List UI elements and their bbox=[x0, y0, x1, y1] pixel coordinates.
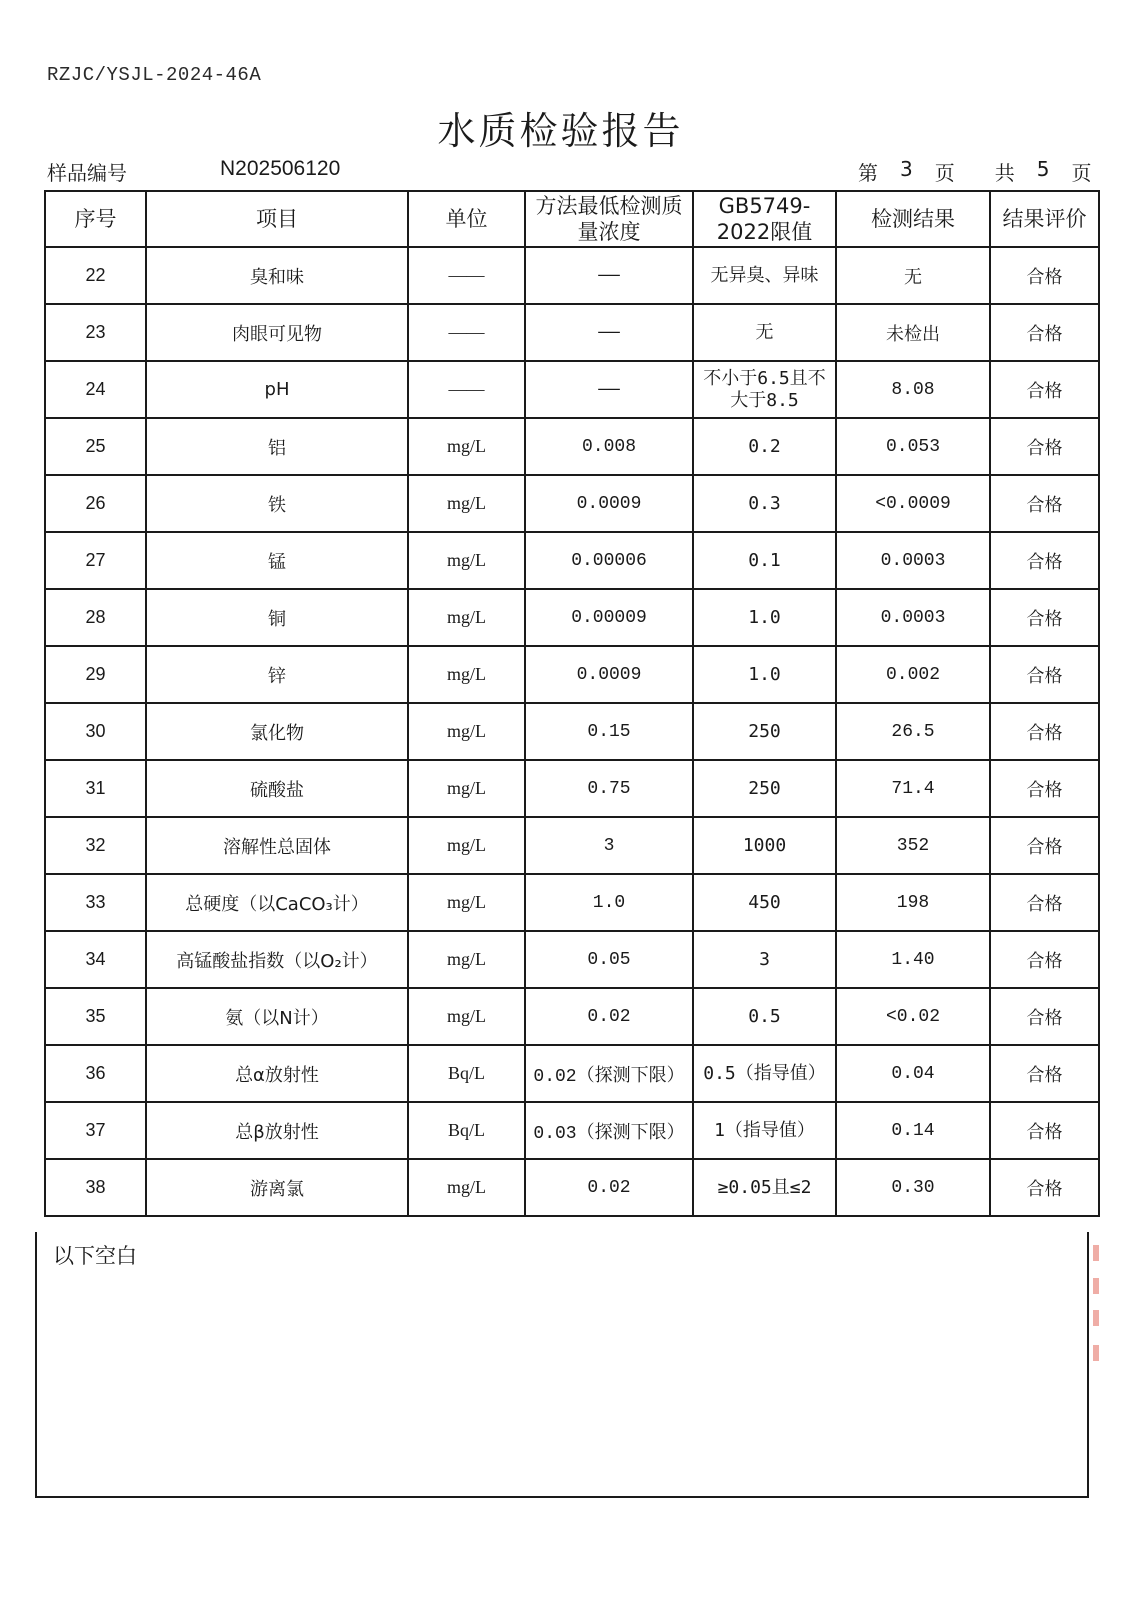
cell-mdl: 0.008 bbox=[525, 418, 693, 475]
document-code: RZJC/YSJL-2024-46A bbox=[47, 64, 262, 86]
cell-item: 锌 bbox=[146, 646, 408, 703]
table-row bbox=[45, 760, 1099, 817]
cell-mdl: —— bbox=[525, 304, 693, 361]
cell-unit: mg/L bbox=[408, 532, 525, 589]
cell-limit: 250 bbox=[693, 703, 836, 760]
cell-item: 总β放射性 bbox=[146, 1102, 408, 1159]
cell-item: 氯化物 bbox=[146, 703, 408, 760]
cell-result: 0.053 bbox=[836, 418, 990, 475]
cell-limit: 1.0 bbox=[693, 589, 836, 646]
cell-limit: 无异臭、异味 bbox=[693, 247, 836, 304]
cell-unit: mg/L bbox=[408, 988, 525, 1045]
cell-no: 27 bbox=[45, 532, 146, 589]
cell-unit: mg/L bbox=[408, 646, 525, 703]
cell-limit: 450 bbox=[693, 874, 836, 931]
header-result: 检测结果 bbox=[836, 191, 990, 247]
cell-limit: ≥0.05且≤2 bbox=[693, 1159, 836, 1216]
cell-mdl: —— bbox=[525, 361, 693, 418]
header-limit: GB5749-2022限值 bbox=[693, 191, 836, 247]
cell-unit: mg/L bbox=[408, 1159, 525, 1216]
cell-no: 22 bbox=[45, 247, 146, 304]
cell-unit: mg/L bbox=[408, 817, 525, 874]
cell-evaluation: 合格 bbox=[990, 817, 1099, 874]
cell-evaluation: 合格 bbox=[990, 760, 1099, 817]
cell-no: 38 bbox=[45, 1159, 146, 1216]
table-row bbox=[45, 589, 1099, 646]
cell-limit: 3 bbox=[693, 931, 836, 988]
cell-item: 肉眼可见物 bbox=[146, 304, 408, 361]
cell-item: 氨（以N计） bbox=[146, 988, 408, 1045]
cell-evaluation: 合格 bbox=[990, 1045, 1099, 1102]
cell-item: 铜 bbox=[146, 589, 408, 646]
cell-item: pH bbox=[146, 361, 408, 418]
cell-unit: mg/L bbox=[408, 703, 525, 760]
cell-mdl: 0.02（探测下限） bbox=[525, 1045, 693, 1102]
cell-mdl: 0.15 bbox=[525, 703, 693, 760]
blank-area bbox=[35, 1232, 1089, 1498]
cell-mdl: 0.0009 bbox=[525, 475, 693, 532]
results-table bbox=[44, 190, 1100, 1217]
cell-evaluation: 合格 bbox=[990, 247, 1099, 304]
sample-number-label: 样品编号 bbox=[47, 161, 127, 185]
cell-result: <0.0009 bbox=[836, 475, 990, 532]
cell-result: 0.04 bbox=[836, 1045, 990, 1102]
cell-evaluation: 合格 bbox=[990, 988, 1099, 1045]
table-row bbox=[45, 475, 1099, 532]
cell-evaluation: 合格 bbox=[990, 1102, 1099, 1159]
cell-item: 溶解性总固体 bbox=[146, 817, 408, 874]
cell-result: 8.08 bbox=[836, 361, 990, 418]
cell-unit: mg/L bbox=[408, 760, 525, 817]
cell-mdl: 0.02 bbox=[525, 1159, 693, 1216]
cell-evaluation: 合格 bbox=[990, 532, 1099, 589]
page-prefix: 第 bbox=[858, 161, 878, 185]
cell-result: 0.0003 bbox=[836, 589, 990, 646]
cell-item: 臭和味 bbox=[146, 247, 408, 304]
table-row bbox=[45, 817, 1099, 874]
cell-unit: mg/L bbox=[408, 874, 525, 931]
cell-unit: Bq/L bbox=[408, 1102, 525, 1159]
table-row bbox=[45, 1102, 1099, 1159]
page-current: 3 bbox=[900, 157, 913, 181]
cell-unit: mg/L bbox=[408, 418, 525, 475]
cell-result: 无 bbox=[836, 247, 990, 304]
cell-evaluation: 合格 bbox=[990, 361, 1099, 418]
table-body bbox=[45, 247, 1099, 1216]
cell-no: 25 bbox=[45, 418, 146, 475]
cell-no: 24 bbox=[45, 361, 146, 418]
cell-no: 35 bbox=[45, 988, 146, 1045]
table-row bbox=[45, 361, 1099, 418]
cell-no: 30 bbox=[45, 703, 146, 760]
cell-no: 32 bbox=[45, 817, 146, 874]
table-row bbox=[45, 703, 1099, 760]
cell-result: 71.4 bbox=[836, 760, 990, 817]
header-evaluation: 结果评价 bbox=[990, 191, 1099, 247]
cell-no: 37 bbox=[45, 1102, 146, 1159]
cell-item: 高锰酸盐指数（以O₂计） bbox=[146, 931, 408, 988]
cell-mdl: 0.0009 bbox=[525, 646, 693, 703]
cell-item: 铝 bbox=[146, 418, 408, 475]
cell-unit: —— bbox=[408, 247, 525, 304]
cell-item: 总α放射性 bbox=[146, 1045, 408, 1102]
header-mdl: 方法最低检测质量浓度 bbox=[525, 191, 693, 247]
cell-result: 1.40 bbox=[836, 931, 990, 988]
cell-mdl: 0.02 bbox=[525, 988, 693, 1045]
cell-limit: 无 bbox=[693, 304, 836, 361]
blank-note: 以下空白 bbox=[53, 1244, 137, 1268]
cell-result: 0.30 bbox=[836, 1159, 990, 1216]
page-total-suffix: 页 bbox=[1071, 161, 1092, 185]
table-header-row bbox=[45, 191, 1099, 247]
cell-limit: 0.3 bbox=[693, 475, 836, 532]
cell-unit: mg/L bbox=[408, 589, 525, 646]
cell-result: 未检出 bbox=[836, 304, 990, 361]
cell-mdl: 0.75 bbox=[525, 760, 693, 817]
cell-limit: 0.2 bbox=[693, 418, 836, 475]
cell-result: 198 bbox=[836, 874, 990, 931]
table-row bbox=[45, 247, 1099, 304]
cell-result: 26.5 bbox=[836, 703, 990, 760]
cell-evaluation: 合格 bbox=[990, 703, 1099, 760]
cell-evaluation: 合格 bbox=[990, 304, 1099, 361]
table-row bbox=[45, 988, 1099, 1045]
cell-evaluation: 合格 bbox=[990, 646, 1099, 703]
cell-no: 34 bbox=[45, 931, 146, 988]
table-row bbox=[45, 1159, 1099, 1216]
cell-item: 铁 bbox=[146, 475, 408, 532]
cell-mdl: 0.03（探测下限） bbox=[525, 1102, 693, 1159]
cell-mdl: 0.00009 bbox=[525, 589, 693, 646]
cell-limit: 0.5 bbox=[693, 988, 836, 1045]
header-item: 项目 bbox=[146, 191, 408, 247]
sample-number-value: N202506120 bbox=[220, 157, 341, 180]
cell-mdl: 1.0 bbox=[525, 874, 693, 931]
cell-evaluation: 合格 bbox=[990, 1159, 1099, 1216]
cell-limit: 0.1 bbox=[693, 532, 836, 589]
page-word: 页 bbox=[934, 161, 955, 185]
cell-unit: mg/L bbox=[408, 931, 525, 988]
table-row bbox=[45, 646, 1099, 703]
page-indicator bbox=[858, 157, 1094, 186]
cell-mdl: —— bbox=[525, 247, 693, 304]
cell-evaluation: 合格 bbox=[990, 475, 1099, 532]
table-row bbox=[45, 874, 1099, 931]
edge-stamp-mark bbox=[1093, 1278, 1099, 1294]
edge-stamp-mark bbox=[1093, 1245, 1099, 1261]
cell-unit: —— bbox=[408, 304, 525, 361]
cell-limit: 1.0 bbox=[693, 646, 836, 703]
edge-stamp-mark bbox=[1093, 1345, 1099, 1361]
cell-limit: 不小于6.5且不大于8.5 bbox=[693, 361, 836, 418]
page-total: 5 bbox=[1036, 157, 1050, 181]
table-row bbox=[45, 418, 1099, 475]
cell-limit: 1000 bbox=[693, 817, 836, 874]
table-row bbox=[45, 304, 1099, 361]
table-row bbox=[45, 931, 1099, 988]
cell-unit: mg/L bbox=[408, 475, 525, 532]
cell-result: 352 bbox=[836, 817, 990, 874]
cell-no: 26 bbox=[45, 475, 146, 532]
cell-no: 29 bbox=[45, 646, 146, 703]
cell-limit: 1（指导值） bbox=[693, 1102, 836, 1159]
cell-evaluation: 合格 bbox=[990, 931, 1099, 988]
cell-item: 游离氯 bbox=[146, 1159, 408, 1216]
report-title: 水质检验报告 bbox=[437, 109, 684, 153]
cell-unit: —— bbox=[408, 361, 525, 418]
header-no: 序号 bbox=[45, 191, 146, 247]
cell-no: 36 bbox=[45, 1045, 146, 1102]
table-row bbox=[45, 532, 1099, 589]
cell-no: 28 bbox=[45, 589, 146, 646]
cell-evaluation: 合格 bbox=[990, 418, 1099, 475]
header-unit: 单位 bbox=[408, 191, 525, 247]
cell-item: 锰 bbox=[146, 532, 408, 589]
cell-evaluation: 合格 bbox=[990, 874, 1099, 931]
cell-unit: Bq/L bbox=[408, 1045, 525, 1102]
cell-limit: 250 bbox=[693, 760, 836, 817]
cell-no: 33 bbox=[45, 874, 146, 931]
cell-no: 31 bbox=[45, 760, 146, 817]
edge-stamp-mark bbox=[1093, 1310, 1099, 1326]
cell-result: <0.02 bbox=[836, 988, 990, 1045]
cell-result: 0.002 bbox=[836, 646, 990, 703]
table-row bbox=[45, 1045, 1099, 1102]
cell-result: 0.14 bbox=[836, 1102, 990, 1159]
cell-mdl: 0.05 bbox=[525, 931, 693, 988]
cell-no: 23 bbox=[45, 304, 146, 361]
cell-result: 0.0003 bbox=[836, 532, 990, 589]
cell-item: 硫酸盐 bbox=[146, 760, 408, 817]
page-total-prefix: 共 bbox=[994, 161, 1015, 185]
cell-mdl: 3 bbox=[525, 817, 693, 874]
cell-mdl: 0.00006 bbox=[525, 532, 693, 589]
cell-evaluation: 合格 bbox=[990, 589, 1099, 646]
cell-limit: 0.5（指导值） bbox=[693, 1045, 836, 1102]
cell-item: 总硬度（以CaCO₃计） bbox=[146, 874, 408, 931]
